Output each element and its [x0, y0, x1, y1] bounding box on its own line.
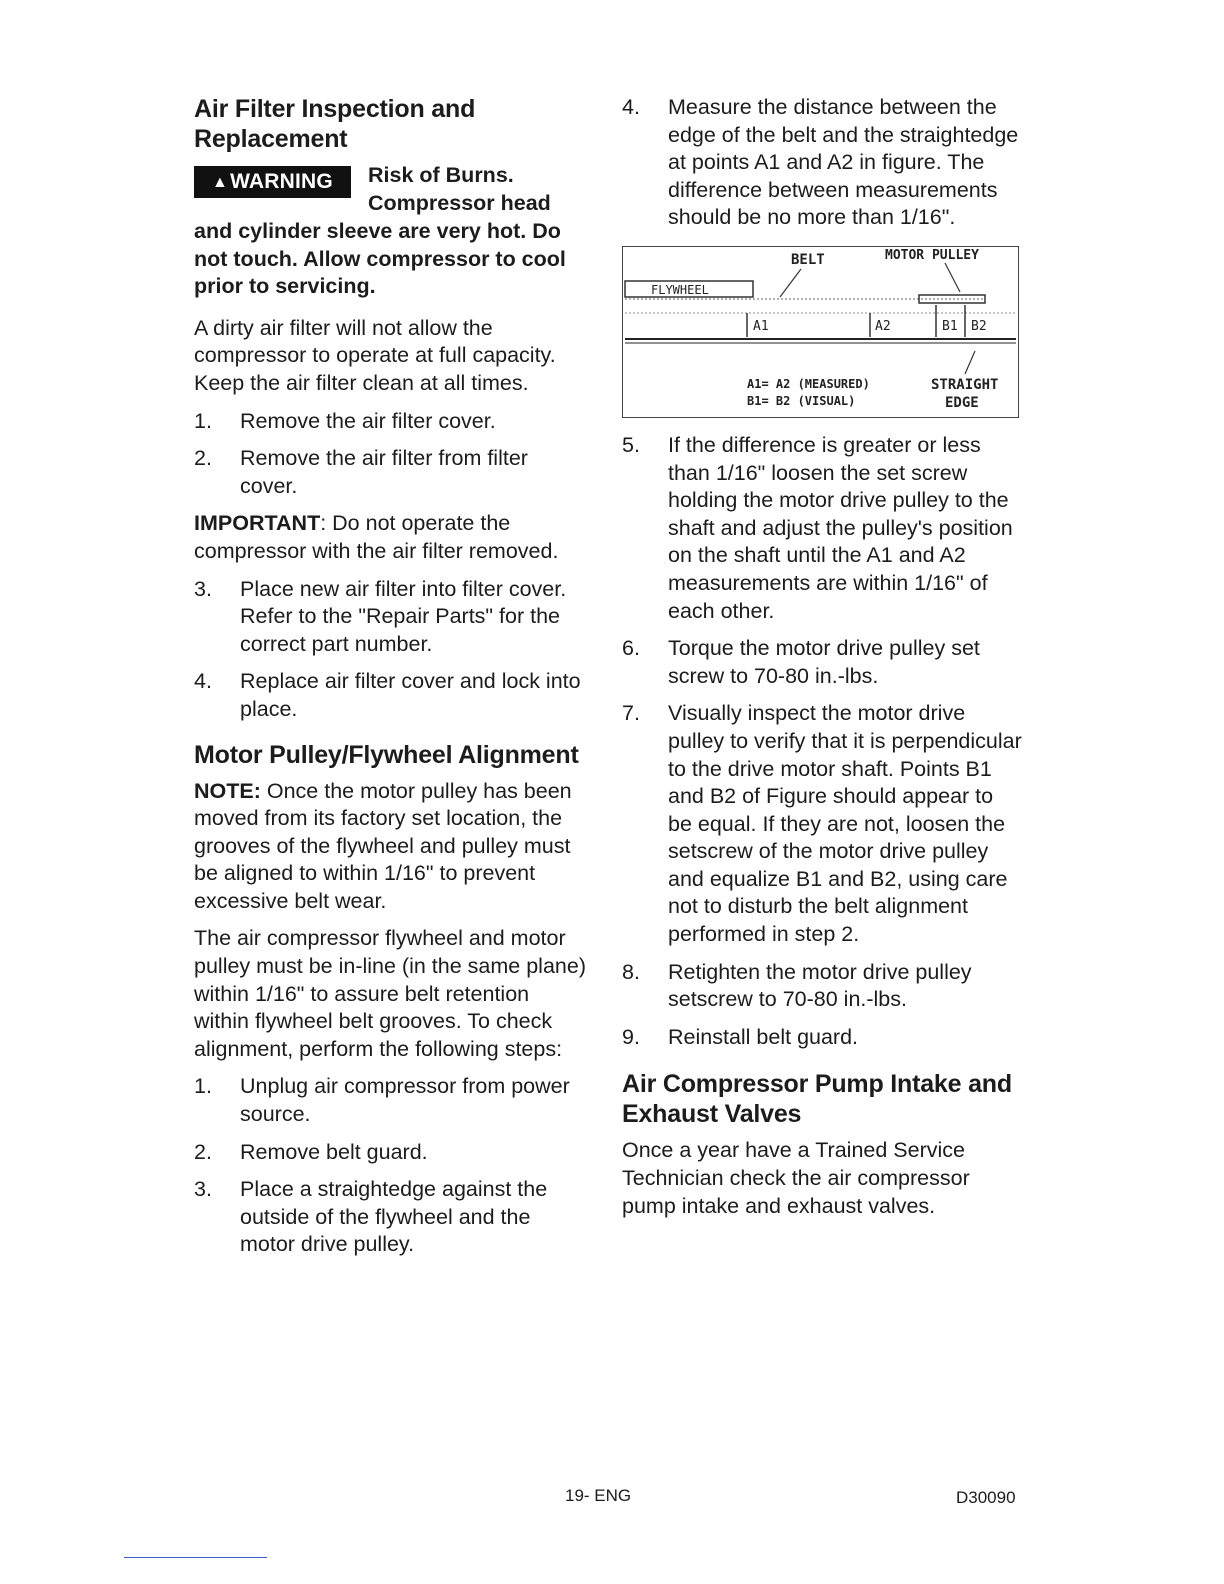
list-item — [622, 635, 1022, 690]
list-item — [194, 1073, 589, 1128]
valves-text: Once a year have a Trained Service Technician check the air compressor pump intake and exhaust valves. — [622, 1138, 970, 1218]
list-item — [194, 445, 589, 500]
valves-heading: Air Compressor Pump Intake and Exhaust Valves — [622, 1070, 1012, 1129]
list-item — [622, 432, 1022, 625]
step-text: Torque the motor drive pulley set screw to 70-80 in.-lbs. — [668, 636, 980, 688]
warning-heading: Risk of Burns. Compressor head — [368, 163, 551, 215]
step-number: 3. — [194, 576, 212, 601]
right-column — [622, 94, 1022, 1230]
step-text: Remove the air filter from filter cover. — [240, 446, 528, 498]
pulley-paragraph: The air compressor flywheel and motor pulley must be in-line (in the same plane) within 1/16" to assure belt retention within flywheel belt grooves. To check alignment, perform the following steps: — [194, 926, 586, 1061]
step-text: Measure the distance between the edge of the belt and the straightedge at points A1 and A2 in figure. The difference between measurements should be no more than 1/16". — [668, 95, 1019, 230]
pulley-heading: Motor Pulley/Flywheel Alignment — [194, 740, 579, 769]
a2-label: A2 — [875, 318, 891, 334]
step-text: Remove belt guard. — [240, 1139, 428, 1164]
step-text: Replace air filter cover and lock into place. — [240, 669, 581, 721]
air-filter-intro: A dirty air filter will not allow the compressor to operate at full capacity. Keep the air filter clean at all times. — [194, 315, 556, 395]
b2-label: B2 — [971, 318, 987, 334]
step-text: If the difference is greater or less than 1/16" loosen the set screw holding the motor drive pulley to the shaft and adjust the pulley's position on the shaft until the A1 and A2 measurements are within 1/16" of each other. — [668, 432, 1013, 623]
warning-body: and cylinder sleeve are very hot. Do not touch. Allow compressor to cool prior to servicing. — [194, 219, 566, 299]
list-item — [622, 94, 1022, 232]
straight-label: STRAIGHT — [931, 376, 999, 393]
warning-triangle-icon: ▲ — [212, 174, 229, 191]
footer-rule — [124, 1557, 267, 1558]
list-item — [194, 408, 589, 436]
list-item — [194, 668, 589, 723]
b1-label: B1 — [942, 318, 958, 334]
flywheel-label: FLYWHEEL — [651, 282, 709, 297]
step-text: Retighten the motor drive pulley setscrew to 70-80 in.-lbs. — [668, 959, 972, 1012]
warning-block — [194, 162, 589, 220]
important-text: : Do not operate the compressor with the air filter removed. — [194, 511, 559, 563]
note-label: NOTE: — [194, 778, 261, 803]
warning-label: WARNING — [230, 170, 333, 193]
step-number: 7. — [622, 701, 640, 726]
motor-pulley-shape — [919, 295, 985, 303]
warning-badge — [194, 166, 351, 198]
alignment-figure — [622, 246, 1019, 418]
list-item — [194, 1176, 589, 1259]
legend-b: B1= B2 (VISUAL) — [747, 393, 856, 408]
step-number: 1. — [194, 408, 212, 433]
step-number: 1. — [194, 1074, 212, 1099]
step-number: 4. — [622, 95, 640, 119]
step-number: 5. — [622, 432, 640, 457]
belt-pointer — [780, 269, 801, 297]
list-item — [622, 700, 1022, 948]
important-label: IMPORTANT — [194, 511, 321, 536]
pulley-pointer — [945, 263, 960, 292]
step-number: 6. — [622, 636, 640, 661]
page-number: 19- ENG — [565, 1486, 632, 1505]
pulley-note — [194, 778, 589, 916]
important-note — [194, 510, 589, 565]
step-text: Reinstall belt guard. — [668, 1024, 859, 1049]
step-number: 4. — [194, 669, 212, 694]
list-item — [622, 959, 1022, 1014]
edge-label: EDGE — [945, 394, 979, 411]
document-code: D30090 — [956, 1488, 1016, 1507]
step-number: 2. — [194, 1139, 212, 1164]
note-text: Once the motor pulley has been moved from its factory set location, the grooves of the flywheel and pulley must be aligned to within 1/16" to prevent excessive belt wear. — [194, 778, 572, 913]
step-number: 9. — [622, 1024, 640, 1049]
step-text: Place new air filter into filter cover. Refer to the "Repair Parts" for the correct part number. — [240, 576, 567, 656]
a1-label: A1 — [753, 318, 769, 334]
list-item — [194, 576, 589, 659]
step-text: Visually inspect the motor drive pulley to verify that it is perpendicular to the drive motor shaft. Points B1 and B2 of Figure should appear to be equal. If they are not, loosen the setscrew of the motor drive pulley and equalize B1 and B2, using care not to disturb the belt alignment performed in step 2. — [668, 701, 1022, 947]
step-text: Remove the air filter cover. — [240, 408, 496, 433]
left-column — [194, 94, 589, 1269]
list-item — [194, 1139, 589, 1167]
belt-label: BELT — [791, 251, 825, 268]
motor-pulley-label: MOTOR PULLEY — [885, 247, 979, 263]
air-filter-heading: Air Filter Inspection and Replacement — [194, 95, 476, 153]
step-text: Place a straightedge against the outside of the flywheel and the motor drive pulley. — [240, 1177, 548, 1257]
step-text: Unplug air compressor from power source. — [240, 1074, 570, 1127]
step-number: 8. — [622, 959, 640, 984]
step-number: 2. — [194, 446, 212, 471]
straightedge-pointer — [965, 351, 975, 374]
legend-a: A1= A2 (MEASURED) — [747, 376, 870, 391]
step-number: 3. — [194, 1177, 212, 1202]
list-item — [622, 1024, 1022, 1052]
